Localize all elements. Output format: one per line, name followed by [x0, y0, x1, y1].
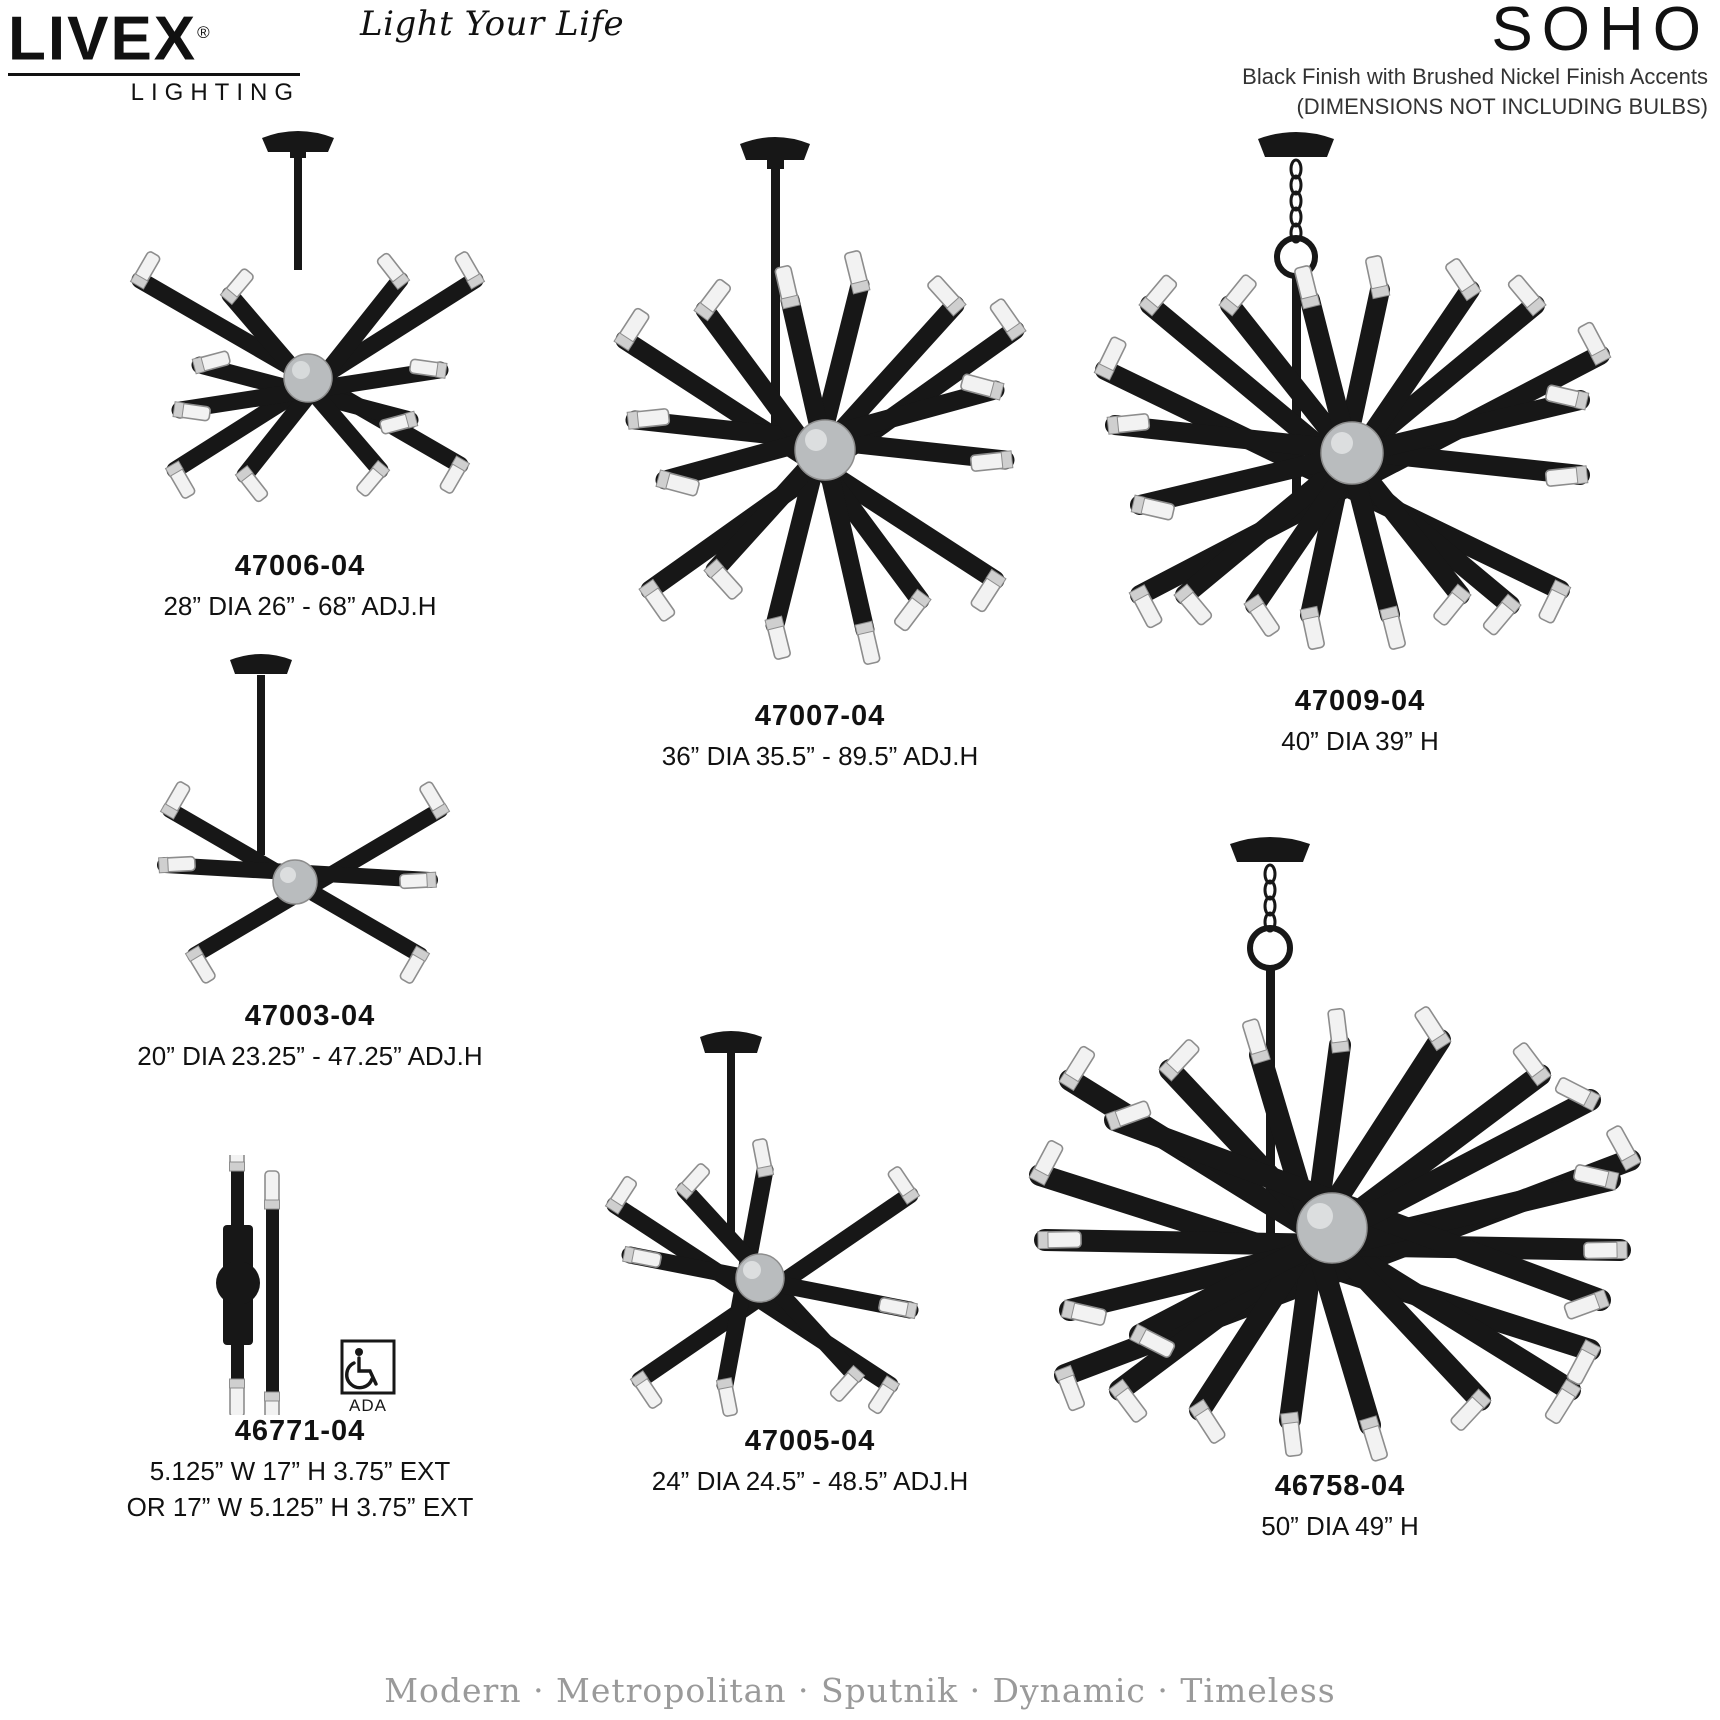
model-dimensions: 40” DIA 39” H: [1281, 726, 1439, 756]
fixture-illustration-47009-04: [1080, 125, 1640, 685]
logo-subtitle: LIGHTING: [130, 78, 300, 106]
caption-47009-04: [1080, 685, 1640, 758]
caption-47007-04: [575, 700, 1065, 773]
fixture-illustration-47007-04: [575, 130, 1065, 700]
model-number: 47006-04: [234, 550, 366, 582]
collection-title: SOHO: [1491, 0, 1710, 64]
model-number: 46758-04: [1274, 1470, 1406, 1502]
model-dimensions: 24” DIA 24.5” - 48.5” ADJ.H: [651, 1466, 969, 1496]
fixture-47005-04: [590, 1025, 1030, 1498]
caption-47005-04: [590, 1425, 1030, 1498]
model-number: 47005-04: [744, 1425, 876, 1457]
model-dimensions: 28” DIA 26” - 68” ADJ.H: [163, 591, 437, 621]
caption-47003-04: [110, 1000, 510, 1073]
model-number: 47007-04: [754, 700, 886, 732]
fixture-47006-04: [80, 120, 520, 623]
caption-46771-04: [90, 1415, 510, 1524]
fixture-illustration-47006-04: [80, 120, 520, 550]
model-dimensions-line2: OR 17” W 5.125” H 3.75” EXT: [126, 1492, 474, 1522]
model-dimensions-line1: 5.125” W 17” H 3.75” EXT: [149, 1456, 451, 1486]
finish-line-1: Black Finish with Brushed Nickel Finish Accents: [1242, 64, 1708, 89]
caption-47006-04: [80, 550, 520, 623]
fixture-46771-04: [90, 1155, 510, 1524]
fixture-illustration-47003-04: [110, 650, 510, 1000]
fixture-illustration-46758-04: [1010, 830, 1670, 1470]
fixture-illustration-46771-04: [90, 1155, 510, 1415]
footer-keywords: Modern · Metropolitan · Sputnik · Dynamic · Timeless: [384, 1671, 1336, 1710]
fixture-47003-04: [110, 650, 510, 1073]
svg-text:ADA: ADA: [349, 1396, 387, 1415]
model-dimensions: 20” DIA 23.25” - 47.25” ADJ.H: [137, 1041, 483, 1071]
fixture-47009-04: [1080, 125, 1640, 758]
fixture-46758-04: [1010, 830, 1670, 1543]
model-number: 47003-04: [244, 1000, 376, 1032]
model-dimensions: 50” DIA 49” H: [1261, 1511, 1419, 1541]
caption-46758-04: [1010, 1470, 1670, 1543]
model-number: 47009-04: [1294, 685, 1426, 717]
logo-word-text: LIVEX: [8, 4, 198, 74]
fixture-47007-04: [575, 130, 1065, 773]
model-dimensions: 36” DIA 35.5” - 89.5” ADJ.H: [661, 741, 979, 771]
brand-tagline: Light Your Life: [360, 4, 625, 44]
logo-wordmark: [8, 2, 210, 74]
brand-logo: [8, 2, 308, 107]
fixture-illustration-47005-04: [590, 1025, 1030, 1425]
registered-trademark-icon: ®: [197, 23, 210, 42]
finish-line-2: (DIMENSIONS NOT INCLUDING BULBS): [1296, 94, 1708, 119]
page-header: [0, 0, 1720, 120]
model-number: 46771-04: [234, 1415, 366, 1447]
ada-badge: [342, 1341, 394, 1393]
collection-finish-note: [1008, 62, 1708, 122]
